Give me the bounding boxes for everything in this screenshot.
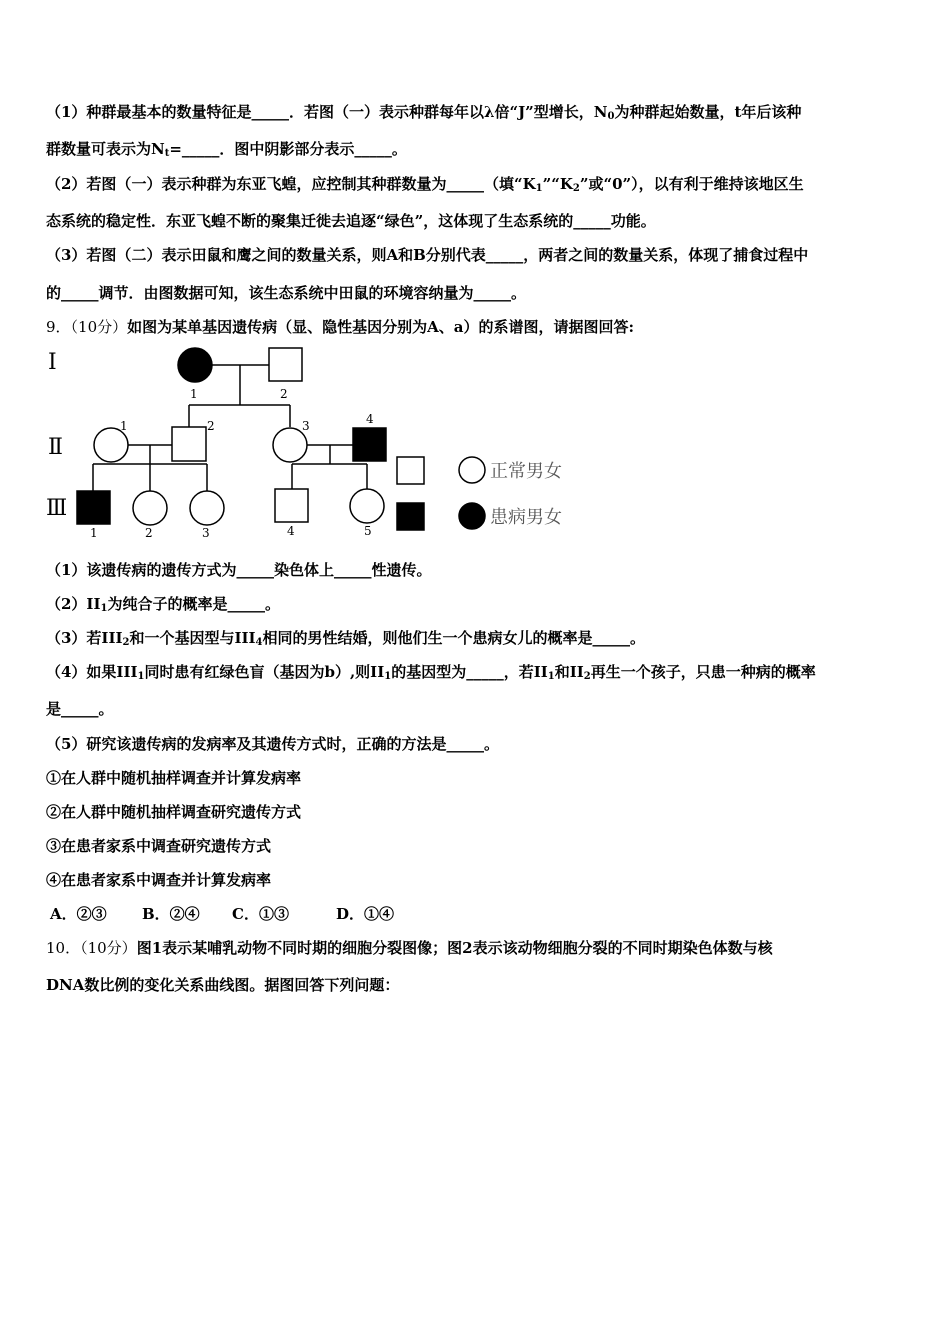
q9-sub4: （4）如果$III_1$同时患有红绿色盲（基因为b）,则$II_1$的基因型为_____，若$II_1$和$II_2$再生一个孩子，只患一种病的概率 [46, 663, 816, 682]
III-3-num: 3 [202, 526, 210, 540]
II-2-normal-male [172, 427, 206, 461]
q9-stem: 9．（10分）如图为某单基因遗传病（显、隐性基因分别为A、a）的系谱图，请据图回答: [46, 318, 635, 336]
legend-normal-label: 正常男女 [490, 461, 562, 482]
II-1-num: 1 [120, 419, 128, 433]
q9-sub3: （3）若$III_2$和一个基因型与$III_4$相同的男性结婚，则他们生一个患病女儿的概率是_____。 [46, 629, 646, 648]
q9-sub4-cont: 是_____。 [46, 700, 114, 718]
III-1-affected-male [77, 491, 110, 524]
choice-c: C．①③ [232, 905, 289, 923]
III-2-num: 2 [145, 526, 153, 540]
q9-sub2: $(2)II_1$为纯合子的概率是_____。 [46, 595, 280, 614]
q9-option-3: ③在患者家系中调查研究遗传方式 [46, 837, 272, 855]
legend-affected-female-icon [459, 503, 485, 529]
III-3-normal-female [190, 491, 224, 525]
gen-label-III: Ⅲ [46, 496, 68, 521]
q9-sub1: （1）该遗传病的遗传方式为_____染色体上_____性遗传。 [46, 561, 432, 579]
II-3-normal-female [273, 428, 307, 462]
q10-line-2: DNA数比例的变化关系曲线图。据图回答下列问题： [46, 976, 400, 994]
q8-line-3: （2）若图（一）表示种群为东亚飞蝗，应控制其种群数量为_____（填“$K_1”“K_2$”或“0”），以有利于维持该地区生 [46, 175, 804, 194]
choice-d: D．①④ [336, 905, 395, 923]
q9-option-4: ④在患者家系中调查并计算发病率 [46, 871, 272, 889]
gen-label-II: Ⅱ [48, 435, 63, 460]
q8-line-6: 的_____调节．由图数据可知，该生态系统中田鼠的环境容纳量为_____。 [46, 284, 527, 302]
legend-normal-female-icon [459, 457, 485, 483]
q9-option-1: ①在人群中随机抽样调查并计算发病率 [46, 769, 302, 787]
q8-line-1: （1）种群最基本的数量特征是_____．若图（一）表示种群每年以λ倍“J”型增长，$N_0$为种群起始数量，t年后该种 [46, 103, 802, 122]
III-4-normal-male [275, 489, 308, 522]
I-2-normal-male [269, 348, 302, 381]
I-1-affected-female [178, 348, 212, 382]
legend-normal-male-icon [397, 457, 424, 484]
choice-a: A．②③ [50, 905, 107, 923]
q10-line-1: 10．（10分）图1表示某哺乳动物不同时期的细胞分裂图像；图2表示该动物细胞分裂的不同时期染色体数与核 [46, 939, 773, 957]
II-2-num: 2 [207, 419, 215, 433]
choice-b: B．②④ [142, 905, 200, 923]
III-5-normal-female [350, 489, 384, 523]
II-1-normal-female [94, 428, 128, 462]
q8-line-2: 群数量可表示为$N_t=\_\_\_\_\_$．图中阴影部分表示_____。 [46, 140, 407, 159]
III-5-num: 5 [364, 524, 372, 538]
I-1-num: 1 [190, 387, 198, 401]
q8-line-5: （3）若图（二）表示田鼠和鹰之间的数量关系，则A和B分别代表_____，两者之间的数量关系，体现了捕食过程中 [46, 246, 809, 264]
gen-label-I: Ⅰ [48, 350, 57, 375]
q9-option-2: ②在人群中随机抽样调查研究遗传方式 [46, 803, 302, 821]
III-2-normal-female [133, 491, 167, 525]
q8-line-4: 态系统的稳定性．东亚飞蝗不断的聚集迁徙去追逐“绿色”，这体现了生态系统的_____功能。 [46, 212, 656, 230]
legend-affected-male-icon [397, 503, 424, 530]
II-3-num: 3 [302, 419, 310, 433]
pedigree-chart [44, 343, 589, 543]
II-4-num: 4 [366, 412, 374, 426]
q9-sub5: （5）研究该遗传病的发病率及其遗传方式时，正确的方法是_____。 [46, 735, 499, 753]
q9-choices [50, 904, 394, 924]
legend-affected-label: 患病男女 [490, 507, 562, 528]
III-1-num: 1 [90, 526, 98, 540]
I-2-num: 2 [280, 387, 288, 401]
II-4-affected-male [353, 428, 386, 461]
III-4-num: 4 [287, 524, 295, 538]
